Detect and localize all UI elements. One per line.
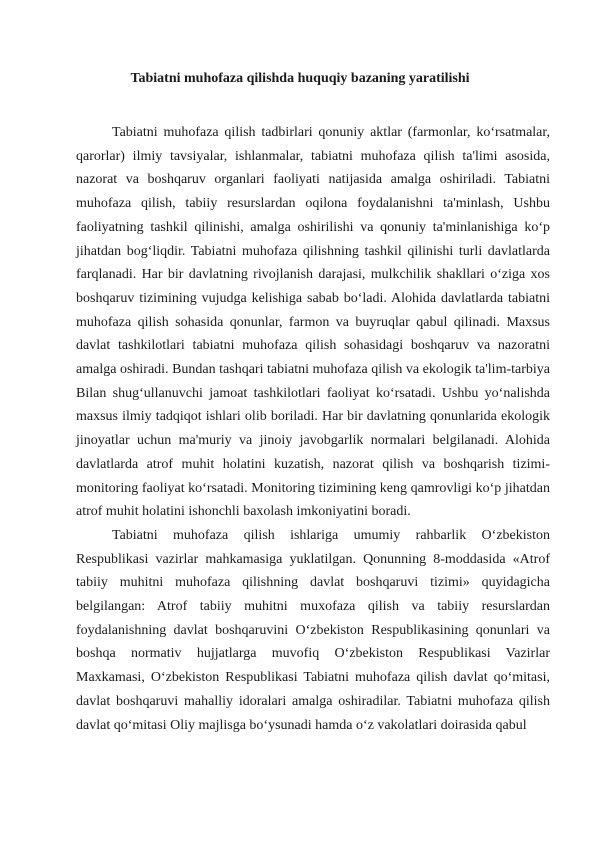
paragraph: Tabiatni muhofaza qilish ishlariga umumiy rahbarlik O‘zbekiston Respublikasi vazirlar mahkamasiga yuklatilgan. Qonunning 8-moddasida «Atrof tabiiy muhitni muhofaza qilishning davlat boshqaruvi tizimi» quyidagicha belgilangan: Atrof tabiiy muhitni muxofaza qilish va tabiiy resurslardan foydalanishning davlat boshqaruvini O‘zbekiston Respublikasining qonunlari va boshqa normativ hujjatlarga muvofiq O‘zbekiston Respublikasi Vazirlar Maxkamasi, O‘zbekiston Respublikasi Tabiatni muhofaza qilish davlat qo‘mitasi, davlat boshqaruvi mahalliy idoralari amalga oshiradilar. Tabiatni muhofaza qilish davlat qo‘mitasi Oliy majlisga bo‘ysunadi hamda o‘z vakolatlari doirasida qabul	[76, 527, 550, 733]
paragraph: Tabiatni muhofaza qilish tadbirlari qonuniy aktlar (farmonlar, ko‘rsatmalar, qarorlar) ilmiy tavsiyalar, ishlanmalar, tabiatni muhofaza qilish ta'limi asosida, nazorat va boshqaruv organlari faoliyati natijasida amalga oshiriladi. Tabiatni muhofaza qilish, tabiiy resurslardan oqilona foydalanishni ta'minlash, Ushbu faoliyatning tashkil qilinishi, amalga oshirilishi va qonuniy ta'minlanishiga ko‘p jihatdan bog‘liqdir. Tabiatni muhofaza qilishning tashkil qilinishi turli davlatlarda farqlanadi. Har bir davlatning rivojlanish darajasi, mulkchilik shakllari o‘ziga xos boshqaruv tizimining vujudga kelishiga sabab bo‘ladi. Alohida davlatlarda tabiatni muhofaza qilish sohasida qonunlar, farmon va buyruqlar qabul qilinadi. Maxsus davlat tashkilotlari tabiatni muhofaza qilish sohasidagi boshqaruv va nazoratni amalga oshiradi. Bundan tashqari tabiatni muhofaza qilish va ekologik ta'lim-tarbiya Bilan shug‘ullanuvchi jamoat tashkilotlari faoliyat ko‘rsatadi. Ushbu yo‘nalishda maxsus ilmiy tadqiqot ishlari olib boriladi. Har bir davlatning qonunlarida ekologik jinoyatlar uchun ma'muriy va jinoiy javobgarlik normalari belgilanadi. Alohida davlatlarda atrof muhit holatini kuzatish, nazorat qilish va boshqarish tizimi-monitoring faoliyat ko‘rsatadi. Monitoring tizimining keng qamrovligi ko‘p jihatdan atrof muhit holatini ishonchli baxolash imkoniyatini boradi.	[76, 125, 550, 520]
document-title: Tabiatni muhofaza qilishda huquqiy bazaning yaratilishi	[130, 71, 470, 86]
document-body	[76, 121, 550, 737]
